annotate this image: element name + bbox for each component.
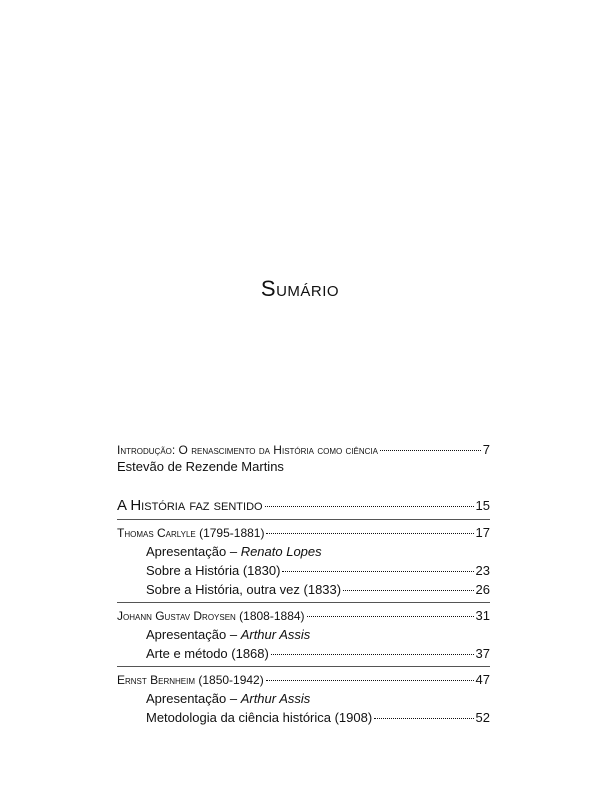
toc-page-number: 23 <box>475 563 490 578</box>
toc-entry-work[interactable] <box>146 582 490 597</box>
toc-entry-label: Arte e método (1868) <box>146 646 269 661</box>
toc-presentation <box>146 544 322 559</box>
toc-entry-label: Thomas Carlyle (1795-1881) <box>117 526 265 540</box>
toc-page-number: 17 <box>475 525 490 540</box>
presenter-name: Arthur Assis <box>240 627 311 642</box>
divider <box>117 602 490 603</box>
toc-page-number: 7 <box>482 442 490 457</box>
toc-entry-bernheim[interactable] <box>117 672 490 687</box>
presenter-name: Renato Lopes <box>240 544 322 559</box>
toc-presentation <box>146 627 310 642</box>
toc-entry-introducao[interactable] <box>117 442 490 457</box>
dot-leader <box>282 570 473 572</box>
dot-leader <box>271 653 474 655</box>
toc-presentation <box>146 691 310 706</box>
toc-entry-label: Sobre a História, outra vez (1833) <box>146 582 342 597</box>
toc-entry-label: Introdução: O renascimento da História como ciência <box>117 443 378 457</box>
toc-page-number: 37 <box>475 646 490 661</box>
toc-entry-work[interactable] <box>146 710 490 725</box>
toc-page-number: 47 <box>475 672 490 687</box>
toc-entry-label: Metodologia da ciência histórica (1908) <box>146 710 373 725</box>
toc-entry-part[interactable] <box>117 497 490 514</box>
toc-entry-droysen[interactable] <box>117 608 490 623</box>
dot-leader <box>380 449 481 451</box>
divider <box>117 519 490 520</box>
toc-entry-label: A História faz sentido <box>117 497 263 514</box>
toc-entry-carlyle[interactable] <box>117 525 490 540</box>
toc-page-number: 52 <box>475 710 490 725</box>
dot-leader <box>266 679 474 681</box>
presentation-prefix: Apresentação – <box>146 544 241 559</box>
toc-page-number: 26 <box>475 582 490 597</box>
toc-entry-work[interactable] <box>146 563 490 578</box>
divider <box>117 666 490 667</box>
page-title: Sumário <box>260 276 340 301</box>
dot-leader <box>265 505 474 507</box>
toc-entry-label: Ernst Bernheim (1850-1942) <box>117 673 264 687</box>
toc-page-number: 31 <box>475 608 490 623</box>
presentation-prefix: Apresentação – <box>146 627 241 642</box>
toc-entry-label: Johann Gustav Droysen (1808-1884) <box>117 609 305 623</box>
dot-leader <box>343 589 473 591</box>
presenter-name: Arthur Assis <box>240 691 311 706</box>
toc-entry-label: Sobre a História (1830) <box>146 563 281 578</box>
dot-leader <box>266 532 473 534</box>
toc-entry-work[interactable] <box>146 646 490 661</box>
dot-leader <box>374 717 473 719</box>
dot-leader <box>307 615 474 617</box>
toc-page-number: 15 <box>475 498 490 513</box>
presentation-prefix: Apresentação – <box>146 691 241 706</box>
toc-author: Estevão de Rezende Martins <box>117 459 284 474</box>
